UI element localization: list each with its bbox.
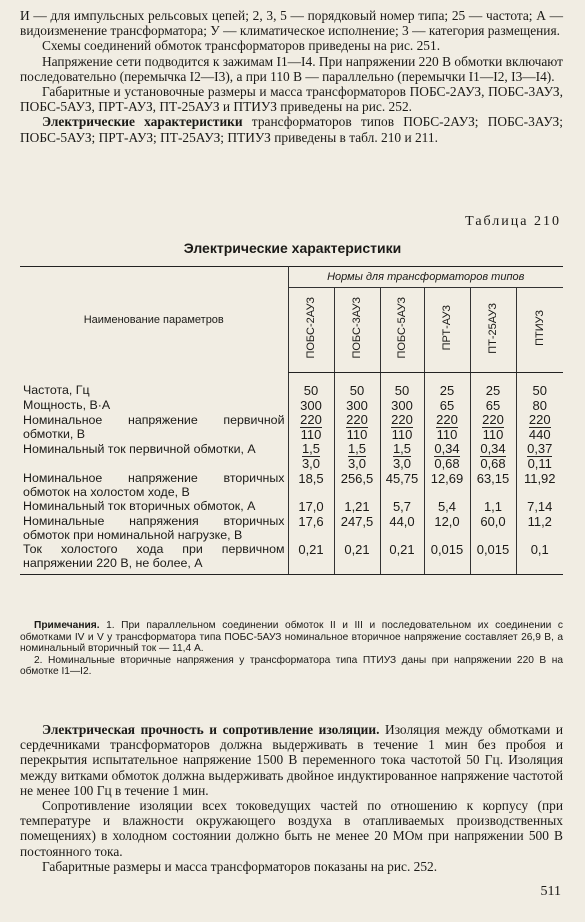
table-cell: 25 xyxy=(424,383,470,398)
table-cell: 0,015 xyxy=(424,542,470,570)
table-row xyxy=(20,442,563,471)
param-name: Мощность, В·А xyxy=(23,397,111,412)
param-name: Номинальные напряжения вторичных обмоток при номинальной нагрузке, В xyxy=(23,513,285,542)
table-cell: 17,6 xyxy=(288,514,334,542)
table-row xyxy=(20,471,563,499)
table-cell: $\frac{1,5}{3,0}$ xyxy=(288,442,334,471)
table-cell: 11,2 xyxy=(516,514,563,542)
table-cell: 300 xyxy=(380,398,424,413)
table-cell: $\frac{1,5}{3,0}$ xyxy=(334,442,380,471)
intro-paragraph-3: Напряжение сети подводится к зажимам I1—I4. При напряжении 220 В обмотки включают последовательно (перемычка I2—I3), а при 110 В — параллельно (перемычки I1—I2, I3—I4). xyxy=(20,53,563,84)
table-title: Электрические характеристики xyxy=(183,240,402,256)
table-cell: 45,75 xyxy=(380,471,424,499)
table-cell: 300 xyxy=(288,398,334,413)
table-cell: 50 xyxy=(334,383,380,398)
table-cell: $\frac{220}{110}$ xyxy=(380,413,424,442)
table-cell: 65 xyxy=(470,398,516,413)
table-cell: 25 xyxy=(470,383,516,398)
table-cell: 60,0 xyxy=(470,514,516,542)
intro-paragraph-4: Габаритные и установочные размеры и масса трансформаторов ПОБС-2АУЗ, ПОБС-3АУЗ, ПОБС-5АУЗ, ПРТ-АУЗ, ПТ-25АУЗ и ПТИУЗ приведены на рис. 252. xyxy=(20,84,563,115)
param-name: Номинальное напряжение вторичных обмоток на холостом ходе, В xyxy=(23,470,285,499)
insulation-paragraph-1 xyxy=(20,722,563,798)
note-1 xyxy=(20,620,563,655)
param-name: Номинальный ток вторичных обмоток, А xyxy=(23,498,256,513)
table-cell: 50 xyxy=(516,383,563,398)
table-cell: 18,5 xyxy=(288,471,334,499)
column-header: ПОБС-5АУЗ xyxy=(380,288,424,373)
param-name: Номинальный ток первичной обмотки, А xyxy=(23,441,256,456)
norms-header: Нормы для трансформаторов типов xyxy=(288,267,563,288)
table-cell: 256,5 xyxy=(334,471,380,499)
table-cell: 247,5 xyxy=(334,514,380,542)
table-cell: 7,14 xyxy=(516,499,563,514)
table-cell: 50 xyxy=(288,383,334,398)
table-cell: 12,0 xyxy=(424,514,470,542)
note-1-text: 1. При параллельном соединении обмоток II и III и последовательном их соединении с обмотками IV и V у трансформатора типа ПОБС-5АУЗ номинальное вторичное напряжение составляет 26,9 В, а номинальный вторичный ток — 11,4 А. xyxy=(20,620,563,655)
param-name: Ток холостого хода при первичном напряжении 220 В, не более, А xyxy=(23,541,285,570)
table-number: Таблица 210 xyxy=(465,214,561,229)
table-row xyxy=(20,383,563,398)
table-cell: 11,92 xyxy=(516,471,563,499)
table-cell: 17,0 xyxy=(288,499,334,514)
insulation-section xyxy=(20,722,563,874)
intro-paragraph-5 xyxy=(20,114,563,144)
table-cell: $\frac{220}{110}$ xyxy=(424,413,470,442)
table-row xyxy=(20,398,563,413)
insulation-paragraph-2: Сопротивление изоляции всех токоведущих частей по отношению к корпусу (при температуре и влажности окружающего воздуха в отапливаемых производственных помещениях) в холодном состоянии должно быть не менее 20 МОм при напряжении 500 В постоянного тока. xyxy=(20,798,563,859)
table-cell: 1,21 xyxy=(334,499,380,514)
table-cell: $\frac{0,37}{0,11}$ xyxy=(516,442,563,471)
table-row xyxy=(20,499,563,514)
table-cell: $\frac{0,34}{0,68}$ xyxy=(424,442,470,471)
intro-paragraph-5-text: трансформаторов типов ПОБС-2АУЗ; ПОБС-3АУЗ; ПОБС-5АУЗ; ПРТ-АУЗ; ПТ-25АУЗ; ПТИУЗ приведены в табл. 210 и 211. xyxy=(20,114,563,145)
intro-text xyxy=(20,8,563,145)
table-cell: 300 xyxy=(334,398,380,413)
page-number: 511 xyxy=(540,884,561,899)
table-cell: 1,1 xyxy=(470,499,516,514)
characteristics-table xyxy=(20,266,563,575)
table-cell: 0,1 xyxy=(516,542,563,570)
table-cell: 63,15 xyxy=(470,471,516,499)
table-cell: 50 xyxy=(380,383,424,398)
intro-paragraph-1: И — для импульсных рельсовых цепей; 2, 3, 5 — порядковый номер типа; 25 — частота; А — видоизменение трансформатора; У — климатическое исполнение; 3 — категория размещения. xyxy=(20,8,563,39)
table-cell: 44,0 xyxy=(380,514,424,542)
table-cell: $\frac{0,34}{0,68}$ xyxy=(470,442,516,471)
table-cell: 0,21 xyxy=(288,542,334,570)
param-name: Частота, Гц xyxy=(23,382,90,397)
table-row xyxy=(20,514,563,542)
notes-label: Примечания. xyxy=(34,620,100,631)
table-cell: 0,21 xyxy=(380,542,424,570)
table-row xyxy=(20,542,563,570)
table-cell: $\frac{220}{110}$ xyxy=(288,413,334,442)
insulation-paragraph-3: Габаритные размеры и масса трансформаторов показаны на рис. 252. xyxy=(42,858,438,874)
intro-paragraph-2: Схемы соединений обмоток трансформаторов приведены на рис. 251. xyxy=(42,38,441,54)
column-header: ПРТ-АУЗ xyxy=(424,288,470,373)
column-header: ПТ-25АУЗ xyxy=(470,288,516,373)
table-cell: $\frac{220}{440}$ xyxy=(516,413,563,442)
table-cell: 5,4 xyxy=(424,499,470,514)
table-notes xyxy=(20,620,563,678)
note-2: 2. Номинальные вторичные напряжения у трансформатора типа ПТИУЗ даны при напряжении 220 В на обмотке I1—I2. xyxy=(20,654,563,678)
column-header: ПОБС-3АУЗ xyxy=(334,288,380,373)
insulation-paragraph-1-text: Изоляция между обмотками и сердечниками трансформаторов должна выдерживать в течение 1 мин без пробоя и перекрытия испытательное напряжение 1500 В переменного тока частотой 50 Гц. Изоляция между витками обмоток должна выдерживать двойное индуктированное напряжение частотой не менее 100 Гц в течение 1 мин. xyxy=(20,722,563,798)
table-cell: 12,69 xyxy=(424,471,470,499)
table-cell: $\frac{1,5}{3,0}$ xyxy=(380,442,424,471)
intro-paragraph-5-heading: Электрические характеристики xyxy=(42,114,243,130)
table-cell: $\frac{220}{110}$ xyxy=(334,413,380,442)
column-header: ПОБС-2АУЗ xyxy=(288,288,334,373)
insulation-heading: Электрическая прочность и сопротивление изоляции. xyxy=(42,722,380,737)
column-header: ПТИУЗ xyxy=(516,288,563,373)
param-column-header: Наименование параметров xyxy=(83,313,224,326)
table-cell: $\frac{220}{110}$ xyxy=(470,413,516,442)
table-row xyxy=(20,413,563,442)
table-cell: 65 xyxy=(424,398,470,413)
table-cell: 80 xyxy=(516,398,563,413)
table-cell: 5,7 xyxy=(380,499,424,514)
table-cell: 0,015 xyxy=(470,542,516,570)
param-name: Номинальное напряжение первичной обмотки, В xyxy=(23,412,285,441)
table-cell: 0,21 xyxy=(334,542,380,570)
